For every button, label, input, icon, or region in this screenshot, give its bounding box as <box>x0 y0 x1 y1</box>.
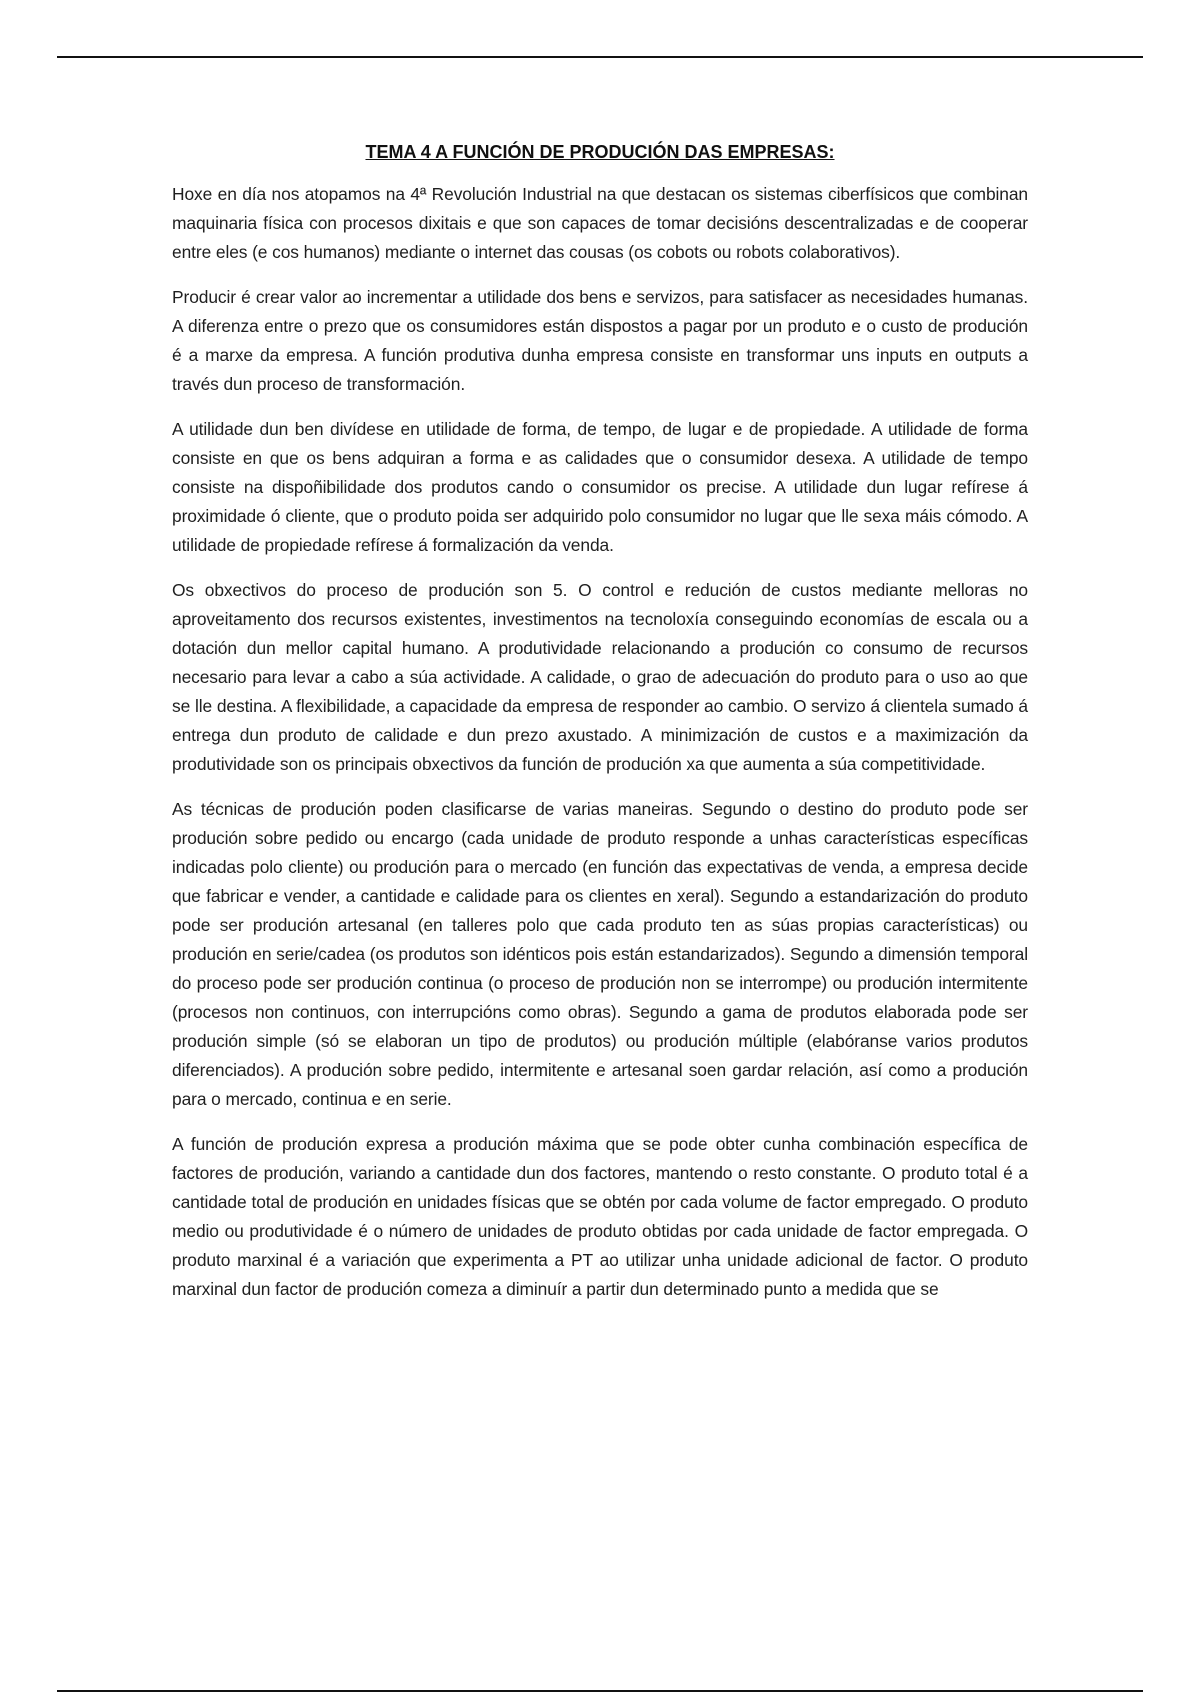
paragraph-producir: Producir é crear valor ao incrementar a utilidade dos bens e servizos, para satisfacer as necesidades humanas. A diferenza entre o prezo que os consumidores están dispostos a pagar por un produto e o custo de produción é a marxe da empresa. A función produtiva dunha empresa consiste en transformar uns inputs en outputs a través dun proceso de transformación. <box>172 287 1028 394</box>
paragraph-obxectivos: Os obxectivos do proceso de produción son 5. O control e redución de custos mediante melloras no aproveitamento dos recursos existentes, investimentos na tecnoloxía conseguindo economías de escala ou a dotación dun mellor capital humano. A produtividade relacionando a produción co consumo de recursos necesario para levar a cabo a súa actividade. A calidade, o grao de adecuación do produto para o uso ao que se lle destina. A flexibilidade, a capacidade da empresa de responder ao cambio. O servizo á clientela sumado á entrega dun produto de calidade e dun prezo axustado. A minimización de custos e a maximización da produtividade son os principais obxectivos da función de produción xa que aumenta a súa competitividade. <box>172 580 1028 774</box>
paragraph-tecnicas: As técnicas de produción poden clasificarse de varias maneiras. Segundo o destino do produto pode ser produción sobre pedido ou encargo (cada unidade de produto responde a unhas características específicas indicadas polo cliente) ou produción para o mercado (en función das expectativas de venda, a empresa decide que fabricar e vender, a cantidade e calidade para os clientes en xeral). Segundo a estandarización do produto pode ser produción artesanal (en talleres polo que cada produto ten as súas propias características) ou produción en serie/cadea (os produtos son idénticos pois están estandarizados). Segundo a dimensión temporal do proceso pode ser produción continua (o proceso de produción non se interrompe) ou produción intermitente (procesos non continuos, con interrupcións como obras). Segundo a gama de produtos elaborada pode ser produción simple (só se elaboran un tipo de produtos) ou produción múltiple (elabóranse varios produtos diferenciados). A produción sobre pedido, intermitente e artesanal soen gardar relación, así como a produción para o mercado, continua e en serie. <box>172 799 1028 1109</box>
page-body <box>172 140 1028 1320</box>
document-title: TEMA 4 A FUNCIÓN DE PRODUCIÓN DAS EMPRESAS: <box>365 142 835 162</box>
header-rule <box>57 56 1143 58</box>
paragraph-funcion-producion: A función de produción expresa a produción máxima que se pode obter cunha combinación específica de factores de produción, variando a cantidade dun dos factores, mantendo o resto constante. O produto total é a cantidade total de produción en unidades físicas que se obtén por cada volume de factor empregado. O produto medio ou produtividade é o número de unidades de produto obtidas por cada unidade de factor empregada. O produto marxinal é a variación que experimenta a PT ao utilizar unha unidade adicional de factor. O produto marxinal dun factor de produción comeza a diminuír a partir dun determinado punto a medida que se <box>172 1134 1028 1299</box>
paragraph-utilidade: A utilidade dun ben divídese en utilidade de forma, de tempo, de lugar e de propiedade. A utilidade de forma consiste en que os bens adquiran a forma e as calidades que o consumidor desexa. A utilidade de tempo consiste na dispoñibilidade dos produtos cando o consumidor os precise. A utilidade dun lugar refírese á proximidade ó cliente, que o produto poida ser adquirido polo consumidor no lugar que lle sexa máis cómodo. A utilidade de propiedade refírese á formalización da venda. <box>172 419 1028 555</box>
footer-rule <box>57 1690 1143 1692</box>
paragraph-revolucion-industrial: Hoxe en día nos atopamos na 4ª Revolución Industrial na que destacan os sistemas ciberfísicos que combinan maquinaria física con procesos dixitais e que son capaces de tomar decisións descentralizadas e de cooperar entre eles (e cos humanos) mediante o internet das cousas (os cobots ou robots colaborativos). <box>172 184 1028 262</box>
